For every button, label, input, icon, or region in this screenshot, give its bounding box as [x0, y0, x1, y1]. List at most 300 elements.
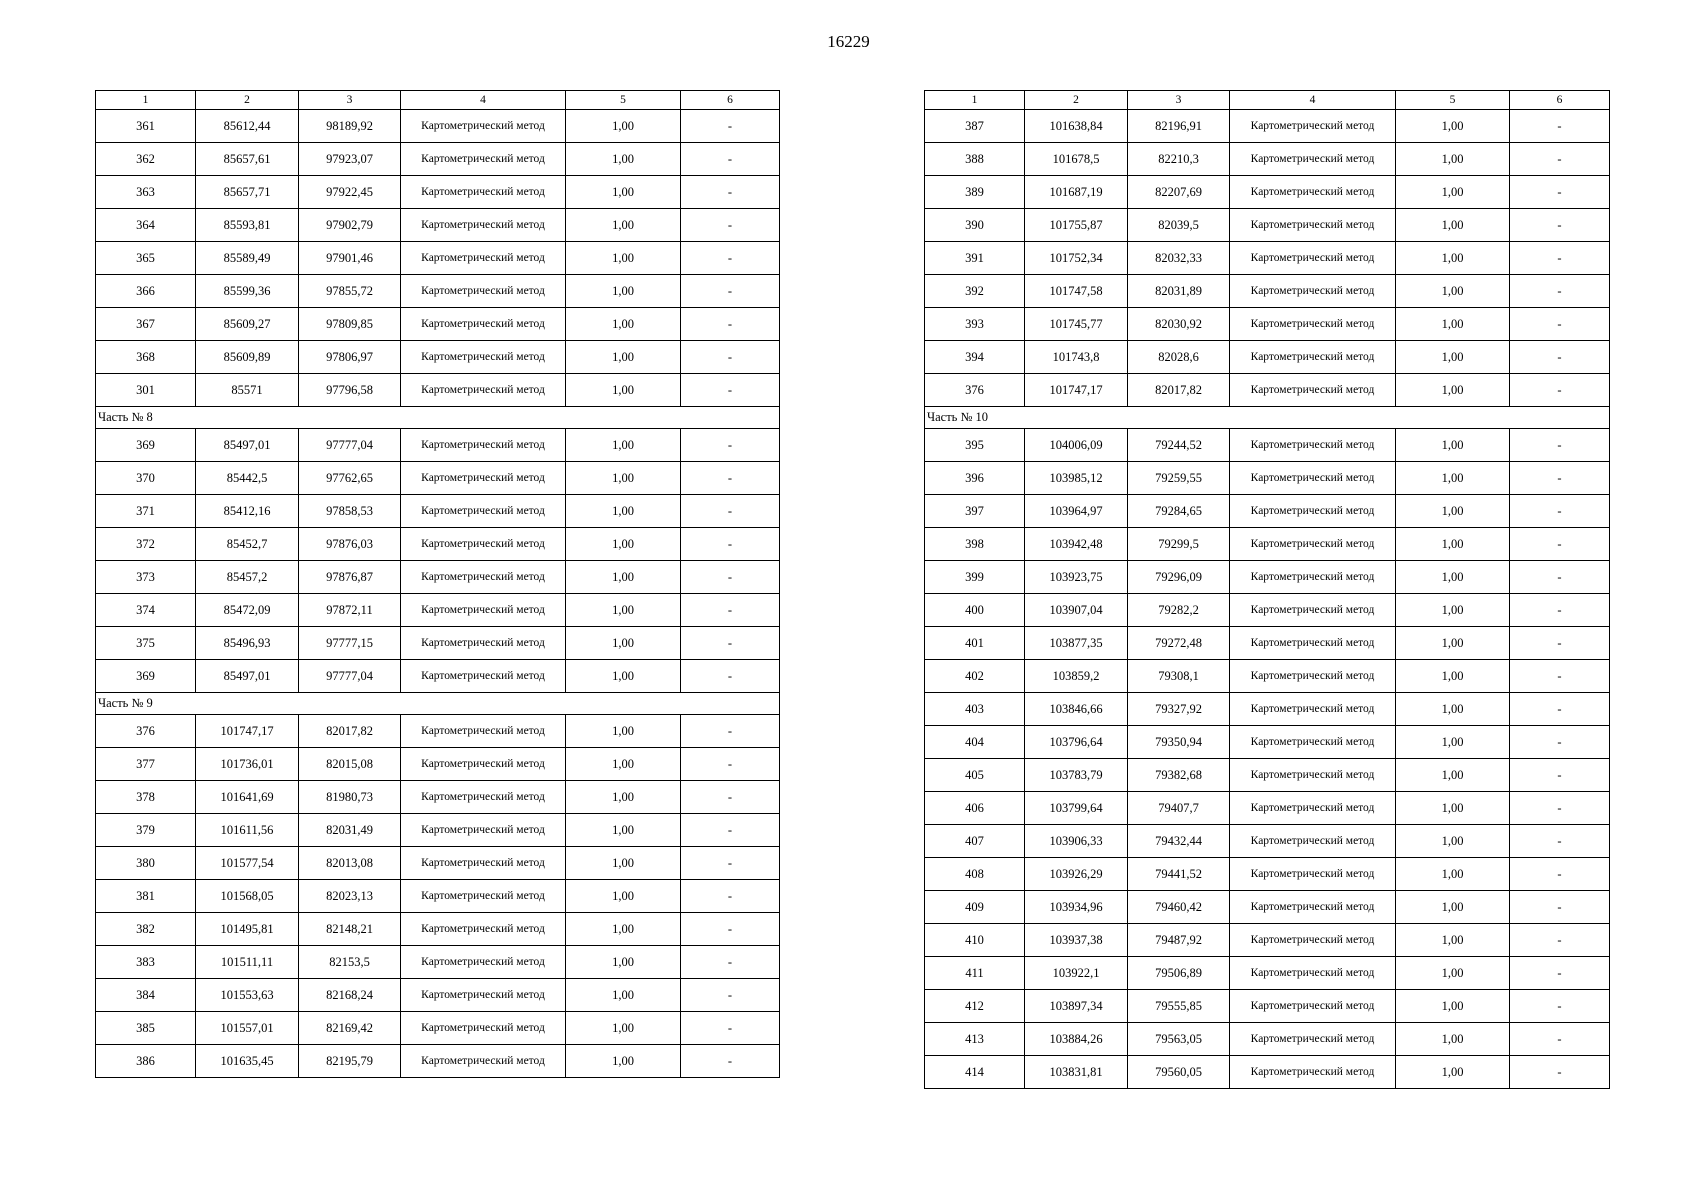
accuracy-cell: 1,00: [1396, 561, 1510, 594]
y-coordinate-cell: 79282,2: [1128, 594, 1230, 627]
x-coordinate-cell: 101553,63: [196, 979, 299, 1012]
x-coordinate-cell: 101752,34: [1025, 242, 1128, 275]
y-coordinate-cell: 97923,07: [299, 143, 401, 176]
x-coordinate-cell: 103884,26: [1025, 1023, 1128, 1056]
table-row: [96, 242, 780, 275]
x-coordinate-cell: 103964,97: [1025, 495, 1128, 528]
x-coordinate-cell: 85609,27: [196, 308, 299, 341]
y-coordinate-cell: 79382,68: [1128, 759, 1230, 792]
method-cell: Картометрический метод: [401, 308, 566, 341]
description-cell: -: [1510, 1056, 1610, 1089]
x-coordinate-cell: 101511,11: [196, 946, 299, 979]
description-cell: -: [681, 462, 780, 495]
description-cell: -: [1510, 792, 1610, 825]
accuracy-cell: 1,00: [566, 528, 681, 561]
table-row: [925, 308, 1610, 341]
accuracy-cell: 1,00: [1396, 594, 1510, 627]
y-coordinate-cell: 79432,44: [1128, 825, 1230, 858]
accuracy-cell: 1,00: [1396, 495, 1510, 528]
description-cell: -: [681, 946, 780, 979]
point-number-cell: 390: [925, 209, 1025, 242]
x-coordinate-cell: 103877,35: [1025, 627, 1128, 660]
description-cell: -: [681, 561, 780, 594]
x-coordinate-cell: 85412,16: [196, 495, 299, 528]
description-cell: -: [681, 1045, 780, 1078]
point-number-cell: 383: [96, 946, 196, 979]
table-row: [925, 495, 1610, 528]
description-cell: -: [1510, 275, 1610, 308]
description-cell: -: [1510, 176, 1610, 209]
table-row: [96, 660, 780, 693]
y-coordinate-cell: 97872,11: [299, 594, 401, 627]
table-row: [96, 110, 780, 143]
x-coordinate-cell: 103846,66: [1025, 693, 1128, 726]
method-cell: Картометрический метод: [401, 561, 566, 594]
accuracy-cell: 1,00: [1396, 374, 1510, 407]
x-coordinate-cell: 85657,61: [196, 143, 299, 176]
y-coordinate-cell: 97855,72: [299, 275, 401, 308]
part-label: Часть № 9: [96, 693, 780, 715]
x-coordinate-cell: 85452,7: [196, 528, 299, 561]
y-coordinate-cell: 82210,3: [1128, 143, 1230, 176]
method-cell: Картометрический метод: [401, 528, 566, 561]
table-row: [925, 792, 1610, 825]
method-cell: Картометрический метод: [401, 429, 566, 462]
x-coordinate-cell: 85593,81: [196, 209, 299, 242]
y-coordinate-cell: 97809,85: [299, 308, 401, 341]
column-header: 6: [681, 91, 780, 110]
point-number-cell: 371: [96, 495, 196, 528]
method-cell: Картометрический метод: [1230, 792, 1396, 825]
table-row: [96, 715, 780, 748]
method-cell: Картометрический метод: [1230, 110, 1396, 143]
method-cell: Картометрический метод: [401, 814, 566, 847]
accuracy-cell: 1,00: [566, 660, 681, 693]
description-cell: -: [1510, 825, 1610, 858]
column-header: 5: [1396, 91, 1510, 110]
description-cell: -: [681, 429, 780, 462]
accuracy-cell: 1,00: [1396, 990, 1510, 1023]
description-cell: -: [1510, 990, 1610, 1023]
point-number-cell: 386: [96, 1045, 196, 1078]
accuracy-cell: 1,00: [566, 275, 681, 308]
coordinates-table-left: [95, 90, 780, 1078]
description-cell: -: [681, 176, 780, 209]
table-row: [96, 429, 780, 462]
accuracy-cell: 1,00: [1396, 858, 1510, 891]
table-row: [925, 858, 1610, 891]
method-cell: Картометрический метод: [401, 275, 566, 308]
accuracy-cell: 1,00: [566, 429, 681, 462]
point-number-cell: 389: [925, 176, 1025, 209]
accuracy-cell: 1,00: [1396, 660, 1510, 693]
accuracy-cell: 1,00: [566, 946, 681, 979]
description-cell: -: [1510, 308, 1610, 341]
x-coordinate-cell: 103942,48: [1025, 528, 1128, 561]
description-cell: -: [1510, 462, 1610, 495]
table-row: [96, 913, 780, 946]
point-number-cell: 405: [925, 759, 1025, 792]
x-coordinate-cell: 103859,2: [1025, 660, 1128, 693]
accuracy-cell: 1,00: [1396, 242, 1510, 275]
x-coordinate-cell: 101568,05: [196, 880, 299, 913]
y-coordinate-cell: 97876,03: [299, 528, 401, 561]
table-row: [925, 275, 1610, 308]
column-header: 5: [566, 91, 681, 110]
x-coordinate-cell: 103906,33: [1025, 825, 1128, 858]
method-cell: Картометрический метод: [401, 781, 566, 814]
method-cell: Картометрический метод: [1230, 858, 1396, 891]
point-number-cell: 377: [96, 748, 196, 781]
table-row: [925, 693, 1610, 726]
description-cell: -: [1510, 627, 1610, 660]
table-row: [96, 209, 780, 242]
accuracy-cell: 1,00: [566, 627, 681, 660]
method-cell: Картометрический метод: [401, 462, 566, 495]
table-row: [925, 726, 1610, 759]
table-row: [96, 528, 780, 561]
description-cell: -: [681, 880, 780, 913]
part-header-row: [925, 407, 1610, 429]
y-coordinate-cell: 82148,21: [299, 913, 401, 946]
x-coordinate-cell: 103831,81: [1025, 1056, 1128, 1089]
y-coordinate-cell: 79272,48: [1128, 627, 1230, 660]
description-cell: -: [681, 660, 780, 693]
table-row: [925, 341, 1610, 374]
description-cell: -: [681, 242, 780, 275]
point-number-cell: 409: [925, 891, 1025, 924]
x-coordinate-cell: 101755,87: [1025, 209, 1128, 242]
description-cell: -: [1510, 110, 1610, 143]
method-cell: Картометрический метод: [1230, 176, 1396, 209]
description-cell: -: [681, 209, 780, 242]
description-cell: -: [681, 847, 780, 880]
method-cell: Картометрический метод: [401, 946, 566, 979]
accuracy-cell: 1,00: [566, 308, 681, 341]
method-cell: Картометрический метод: [1230, 594, 1396, 627]
table-row: [96, 1012, 780, 1045]
point-number-cell: 364: [96, 209, 196, 242]
point-number-cell: 403: [925, 693, 1025, 726]
point-number-cell: 392: [925, 275, 1025, 308]
point-number-cell: 378: [96, 781, 196, 814]
method-cell: Картометрический метод: [401, 913, 566, 946]
accuracy-cell: 1,00: [566, 110, 681, 143]
method-cell: Картометрический метод: [1230, 374, 1396, 407]
method-cell: Картометрический метод: [1230, 528, 1396, 561]
column-header: 3: [299, 91, 401, 110]
description-cell: -: [681, 143, 780, 176]
description-cell: -: [681, 528, 780, 561]
y-coordinate-cell: 82168,24: [299, 979, 401, 1012]
y-coordinate-cell: 79407,7: [1128, 792, 1230, 825]
description-cell: -: [1510, 693, 1610, 726]
table-row: [96, 979, 780, 1012]
method-cell: Картометрический метод: [401, 242, 566, 275]
y-coordinate-cell: 82030,92: [1128, 308, 1230, 341]
accuracy-cell: 1,00: [566, 847, 681, 880]
point-number-cell: 391: [925, 242, 1025, 275]
x-coordinate-cell: 101635,45: [196, 1045, 299, 1078]
table-row: [96, 814, 780, 847]
x-coordinate-cell: 103926,29: [1025, 858, 1128, 891]
description-cell: -: [1510, 561, 1610, 594]
description-cell: -: [1510, 495, 1610, 528]
accuracy-cell: 1,00: [566, 748, 681, 781]
method-cell: Картометрический метод: [1230, 990, 1396, 1023]
accuracy-cell: 1,00: [566, 143, 681, 176]
method-cell: Картометрический метод: [1230, 825, 1396, 858]
accuracy-cell: 1,00: [566, 781, 681, 814]
accuracy-cell: 1,00: [566, 715, 681, 748]
method-cell: Картометрический метод: [1230, 308, 1396, 341]
y-coordinate-cell: 82013,08: [299, 847, 401, 880]
y-coordinate-cell: 82028,6: [1128, 341, 1230, 374]
accuracy-cell: 1,00: [566, 209, 681, 242]
y-coordinate-cell: 79259,55: [1128, 462, 1230, 495]
accuracy-cell: 1,00: [566, 341, 681, 374]
point-number-cell: 414: [925, 1056, 1025, 1089]
table-row: [925, 1056, 1610, 1089]
x-coordinate-cell: 101747,17: [196, 715, 299, 748]
x-coordinate-cell: 85457,2: [196, 561, 299, 594]
description-cell: -: [1510, 242, 1610, 275]
point-number-cell: 381: [96, 880, 196, 913]
y-coordinate-cell: 79296,09: [1128, 561, 1230, 594]
y-coordinate-cell: 98189,92: [299, 110, 401, 143]
method-cell: Картометрический метод: [1230, 891, 1396, 924]
accuracy-cell: 1,00: [1396, 957, 1510, 990]
x-coordinate-cell: 85571: [196, 374, 299, 407]
description-cell: -: [1510, 429, 1610, 462]
method-cell: Картометрический метод: [1230, 341, 1396, 374]
y-coordinate-cell: 97796,58: [299, 374, 401, 407]
y-coordinate-cell: 97762,65: [299, 462, 401, 495]
part-header-row: [96, 407, 780, 429]
point-number-cell: 400: [925, 594, 1025, 627]
description-cell: -: [681, 748, 780, 781]
x-coordinate-cell: 101743,8: [1025, 341, 1128, 374]
accuracy-cell: 1,00: [1396, 1023, 1510, 1056]
table-row: [925, 660, 1610, 693]
x-coordinate-cell: 103923,75: [1025, 561, 1128, 594]
method-cell: Картометрический метод: [1230, 462, 1396, 495]
description-cell: -: [1510, 209, 1610, 242]
point-number-cell: 401: [925, 627, 1025, 660]
table-row: [96, 374, 780, 407]
accuracy-cell: 1,00: [566, 242, 681, 275]
description-cell: -: [681, 308, 780, 341]
method-cell: Картометрический метод: [1230, 561, 1396, 594]
y-coordinate-cell: 97902,79: [299, 209, 401, 242]
accuracy-cell: 1,00: [1396, 693, 1510, 726]
table-row: [96, 847, 780, 880]
y-coordinate-cell: 79487,92: [1128, 924, 1230, 957]
point-number-cell: 408: [925, 858, 1025, 891]
table-row: [925, 627, 1610, 660]
point-number-cell: 395: [925, 429, 1025, 462]
point-number-cell: 382: [96, 913, 196, 946]
method-cell: Картометрический метод: [1230, 242, 1396, 275]
accuracy-cell: 1,00: [1396, 143, 1510, 176]
x-coordinate-cell: 85472,09: [196, 594, 299, 627]
x-coordinate-cell: 104006,09: [1025, 429, 1128, 462]
table-row: [96, 462, 780, 495]
method-cell: Картометрический метод: [401, 594, 566, 627]
method-cell: Картометрический метод: [1230, 275, 1396, 308]
y-coordinate-cell: 79284,65: [1128, 495, 1230, 528]
point-number-cell: 387: [925, 110, 1025, 143]
point-number-cell: 368: [96, 341, 196, 374]
x-coordinate-cell: 103907,04: [1025, 594, 1128, 627]
method-cell: Картометрический метод: [401, 341, 566, 374]
method-cell: Картометрический метод: [401, 660, 566, 693]
table-row: [925, 561, 1610, 594]
accuracy-cell: 1,00: [1396, 825, 1510, 858]
table-row: [925, 990, 1610, 1023]
accuracy-cell: 1,00: [1396, 275, 1510, 308]
table-row: [925, 209, 1610, 242]
point-number-cell: 372: [96, 528, 196, 561]
point-number-cell: 411: [925, 957, 1025, 990]
point-number-cell: 369: [96, 660, 196, 693]
part-label: Часть № 10: [925, 407, 1610, 429]
table-row: [925, 143, 1610, 176]
x-coordinate-cell: 103985,12: [1025, 462, 1128, 495]
point-number-cell: 380: [96, 847, 196, 880]
table-row: [96, 880, 780, 913]
accuracy-cell: 1,00: [1396, 891, 1510, 924]
description-cell: -: [1510, 1023, 1610, 1056]
x-coordinate-cell: 85497,01: [196, 660, 299, 693]
accuracy-cell: 1,00: [1396, 341, 1510, 374]
accuracy-cell: 1,00: [566, 594, 681, 627]
accuracy-cell: 1,00: [1396, 792, 1510, 825]
table-row: [96, 495, 780, 528]
description-cell: -: [681, 781, 780, 814]
method-cell: Картометрический метод: [401, 374, 566, 407]
table-row: [925, 891, 1610, 924]
accuracy-cell: 1,00: [566, 374, 681, 407]
accuracy-cell: 1,00: [1396, 528, 1510, 561]
point-number-cell: 399: [925, 561, 1025, 594]
x-coordinate-cell: 101577,54: [196, 847, 299, 880]
point-number-cell: 373: [96, 561, 196, 594]
point-number-cell: 402: [925, 660, 1025, 693]
table-row: [96, 176, 780, 209]
description-cell: -: [1510, 660, 1610, 693]
accuracy-cell: 1,00: [1396, 627, 1510, 660]
point-number-cell: 370: [96, 462, 196, 495]
x-coordinate-cell: 85599,36: [196, 275, 299, 308]
x-coordinate-cell: 85609,89: [196, 341, 299, 374]
method-cell: Картометрический метод: [1230, 1056, 1396, 1089]
y-coordinate-cell: 97922,45: [299, 176, 401, 209]
method-cell: Картометрический метод: [1230, 143, 1396, 176]
x-coordinate-cell: 103937,38: [1025, 924, 1128, 957]
description-cell: -: [681, 814, 780, 847]
y-coordinate-cell: 97777,04: [299, 429, 401, 462]
point-number-cell: 366: [96, 275, 196, 308]
accuracy-cell: 1,00: [1396, 176, 1510, 209]
point-number-cell: 407: [925, 825, 1025, 858]
x-coordinate-cell: 101747,58: [1025, 275, 1128, 308]
accuracy-cell: 1,00: [1396, 726, 1510, 759]
x-coordinate-cell: 85657,71: [196, 176, 299, 209]
x-coordinate-cell: 85496,93: [196, 627, 299, 660]
method-cell: Картометрический метод: [401, 209, 566, 242]
accuracy-cell: 1,00: [1396, 759, 1510, 792]
description-cell: -: [681, 374, 780, 407]
accuracy-cell: 1,00: [566, 176, 681, 209]
accuracy-cell: 1,00: [566, 913, 681, 946]
point-number-cell: 388: [925, 143, 1025, 176]
point-number-cell: 301: [96, 374, 196, 407]
point-number-cell: 398: [925, 528, 1025, 561]
point-number-cell: 412: [925, 990, 1025, 1023]
y-coordinate-cell: 97777,15: [299, 627, 401, 660]
method-cell: Картометрический метод: [401, 1045, 566, 1078]
accuracy-cell: 1,00: [1396, 1056, 1510, 1089]
accuracy-cell: 1,00: [1396, 924, 1510, 957]
table-header-row: [925, 91, 1610, 110]
y-coordinate-cell: 82032,33: [1128, 242, 1230, 275]
x-coordinate-cell: 101641,69: [196, 781, 299, 814]
y-coordinate-cell: 82169,42: [299, 1012, 401, 1045]
y-coordinate-cell: 97858,53: [299, 495, 401, 528]
table-row: [925, 176, 1610, 209]
point-number-cell: 362: [96, 143, 196, 176]
y-coordinate-cell: 82023,13: [299, 880, 401, 913]
accuracy-cell: 1,00: [1396, 308, 1510, 341]
description-cell: -: [1510, 726, 1610, 759]
x-coordinate-cell: 103922,1: [1025, 957, 1128, 990]
point-number-cell: 376: [925, 374, 1025, 407]
table-row: [96, 781, 780, 814]
table-row: [96, 143, 780, 176]
accuracy-cell: 1,00: [566, 495, 681, 528]
point-number-cell: 393: [925, 308, 1025, 341]
point-number-cell: 413: [925, 1023, 1025, 1056]
column-header: 3: [1128, 91, 1230, 110]
part-header-row: [96, 693, 780, 715]
y-coordinate-cell: 79327,92: [1128, 693, 1230, 726]
method-cell: Картометрический метод: [1230, 660, 1396, 693]
y-coordinate-cell: 79506,89: [1128, 957, 1230, 990]
method-cell: Картометрический метод: [401, 715, 566, 748]
y-coordinate-cell: 79441,52: [1128, 858, 1230, 891]
accuracy-cell: 1,00: [566, 880, 681, 913]
x-coordinate-cell: 103799,64: [1025, 792, 1128, 825]
table-row: [96, 275, 780, 308]
description-cell: -: [1510, 528, 1610, 561]
description-cell: -: [681, 1012, 780, 1045]
x-coordinate-cell: 101747,17: [1025, 374, 1128, 407]
y-coordinate-cell: 97777,04: [299, 660, 401, 693]
description-cell: -: [1510, 143, 1610, 176]
method-cell: Картометрический метод: [401, 979, 566, 1012]
y-coordinate-cell: 82015,08: [299, 748, 401, 781]
table-row: [96, 1045, 780, 1078]
method-cell: Картометрический метод: [401, 176, 566, 209]
description-cell: -: [681, 715, 780, 748]
description-cell: -: [1510, 957, 1610, 990]
accuracy-cell: 1,00: [566, 1012, 681, 1045]
accuracy-cell: 1,00: [1396, 462, 1510, 495]
y-coordinate-cell: 82207,69: [1128, 176, 1230, 209]
description-cell: -: [681, 627, 780, 660]
description-cell: -: [1510, 858, 1610, 891]
